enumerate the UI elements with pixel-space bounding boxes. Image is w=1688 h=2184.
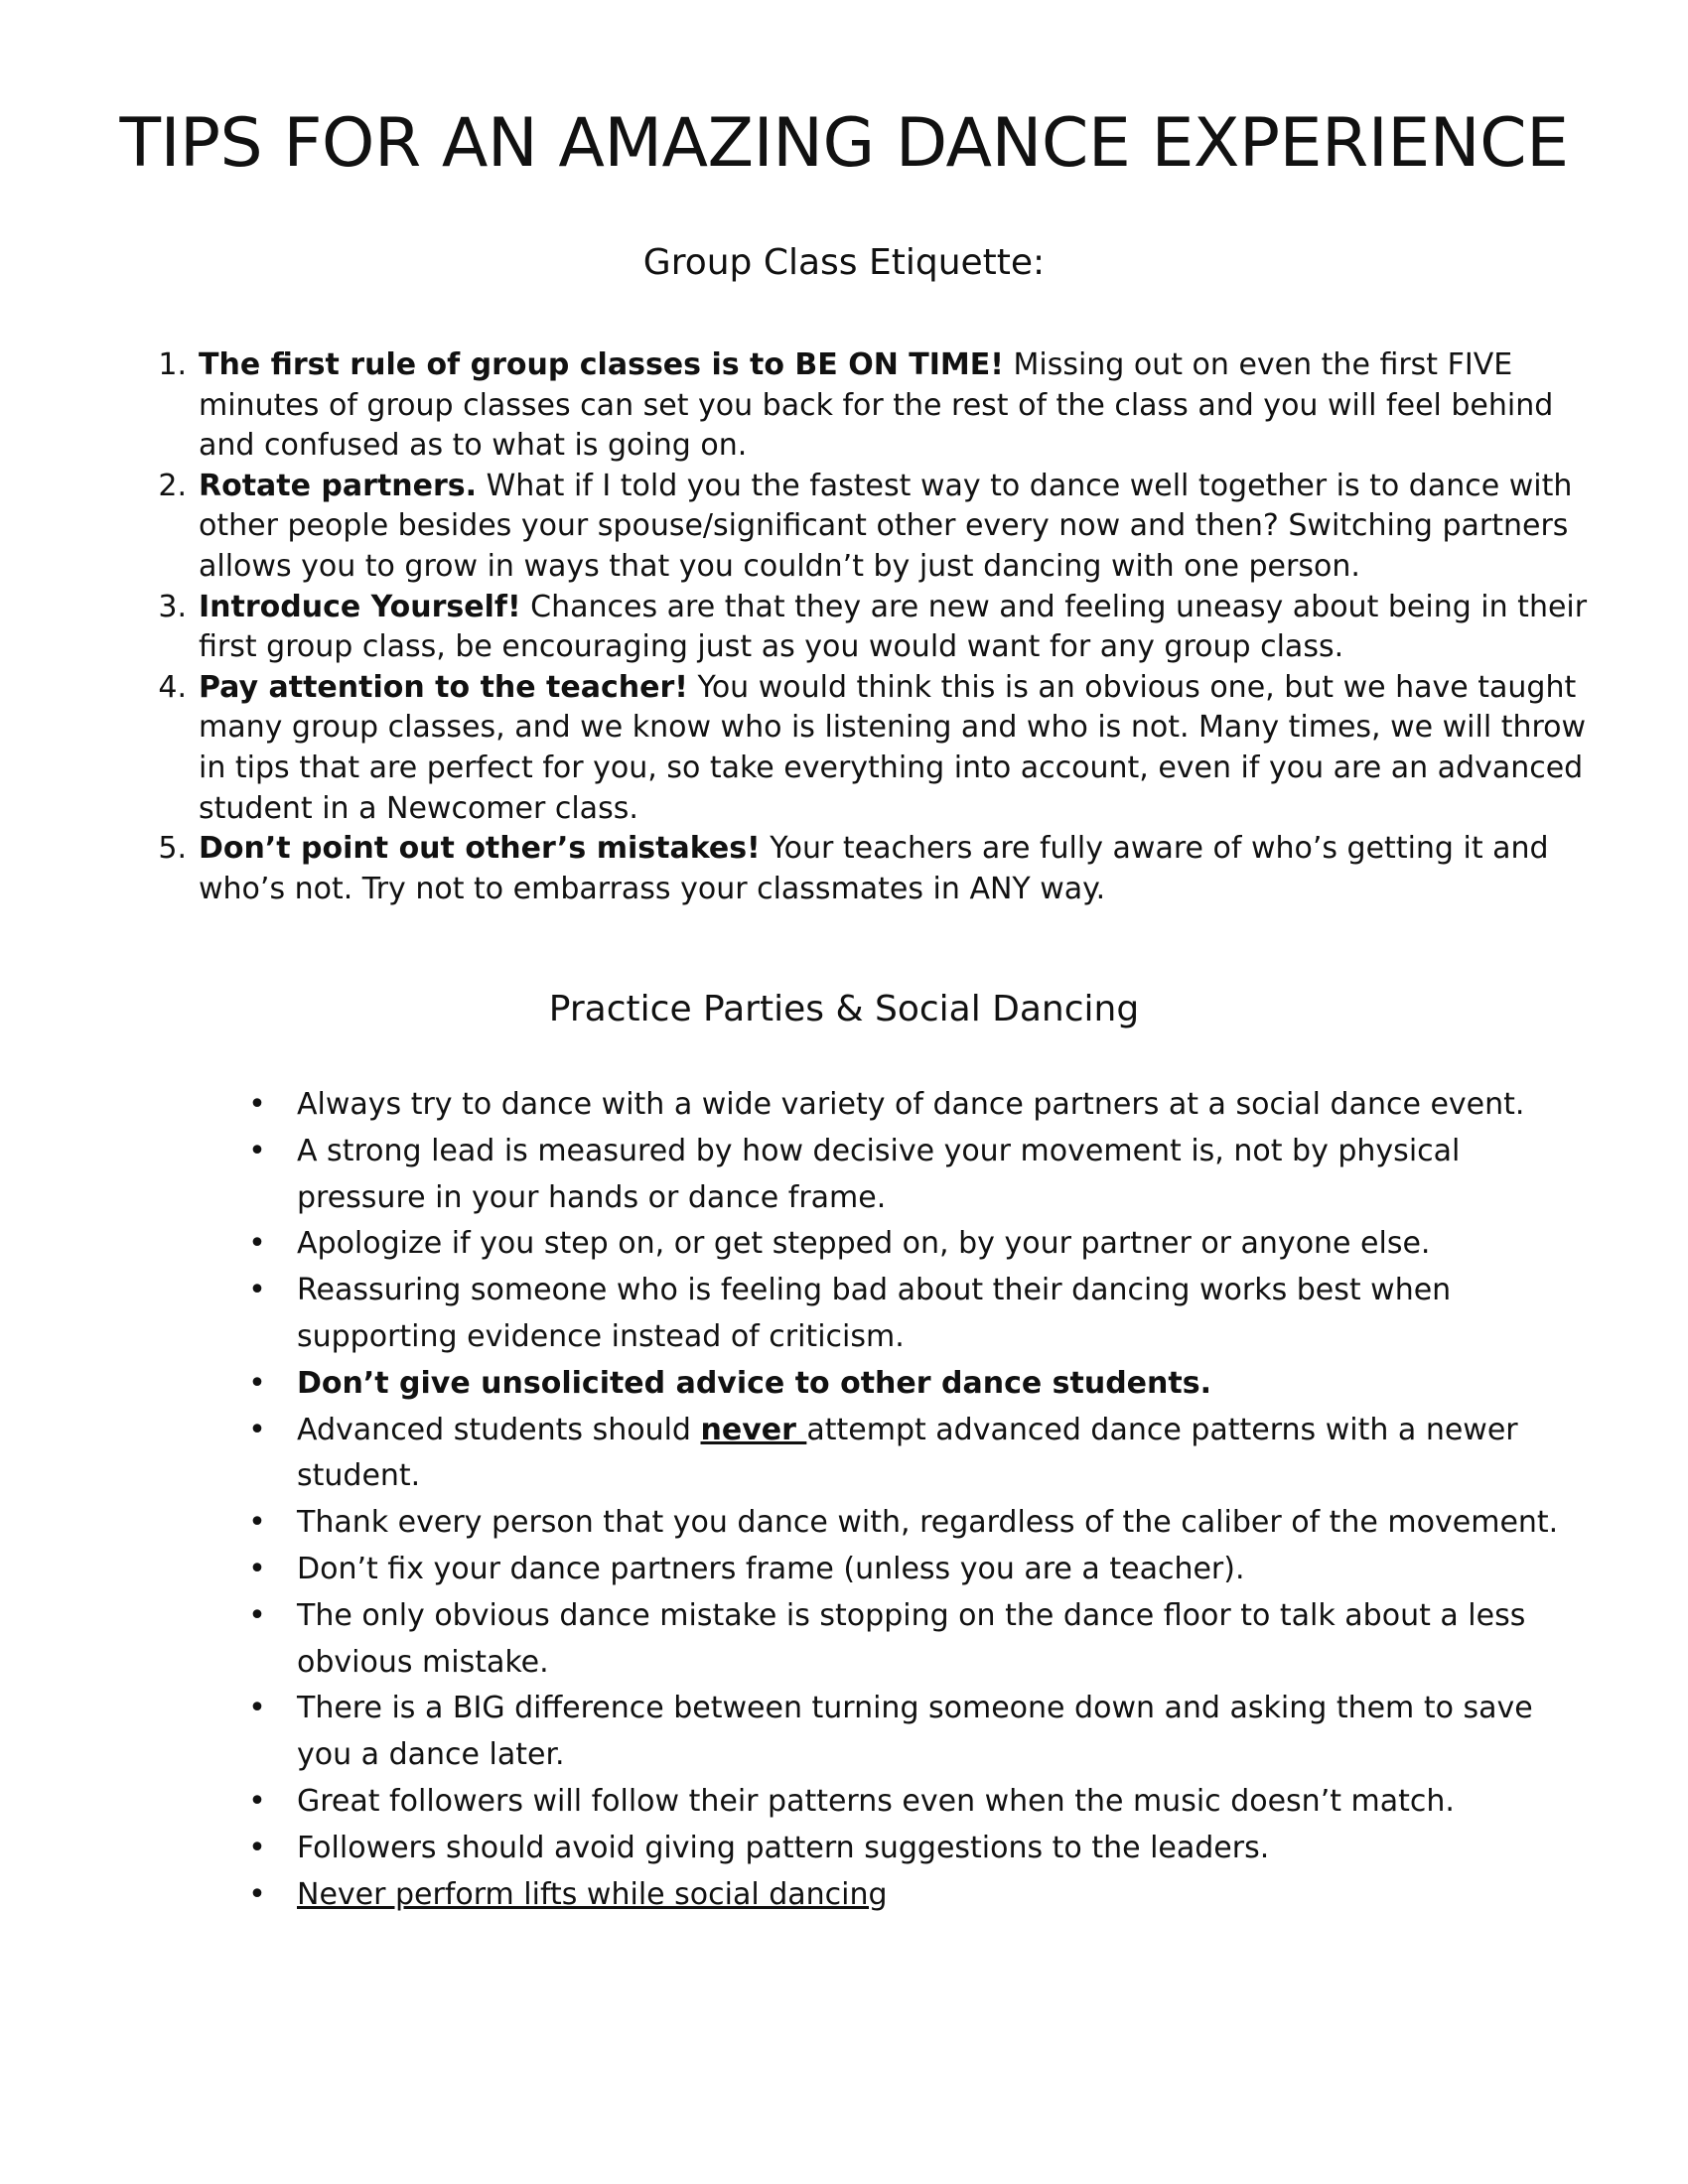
item-lead: Don’t point out other’s mistakes! bbox=[199, 831, 761, 867]
tip-text: Don’t fix your dance partners frame (unless you are a teacher). bbox=[297, 1551, 1245, 1586]
tip-item bbox=[248, 1500, 1588, 1547]
bullet-icon: • bbox=[248, 1505, 266, 1541]
page-title: TIPS FOR AN AMAZING DANCE EXPERIENCE bbox=[119, 104, 1569, 183]
item-lead: Pay attention to the teacher! bbox=[199, 669, 688, 705]
item-number: 3. bbox=[158, 589, 187, 624]
tip-text-bold: Don’t give unsolicited advice to other dance students. bbox=[297, 1365, 1211, 1401]
bullet-icon: • bbox=[248, 1133, 266, 1168]
tip-item bbox=[248, 1547, 1588, 1593]
practice-parties-list bbox=[248, 1082, 1588, 1918]
tip-item bbox=[248, 1361, 1588, 1408]
tip-item bbox=[248, 1221, 1588, 1268]
etiquette-item bbox=[158, 668, 1589, 829]
etiquette-item bbox=[158, 829, 1589, 909]
tip-text: Reassuring someone who is feeling bad about their dancing works best when supporting evidence instead of criticism. bbox=[297, 1273, 1452, 1354]
tip-item bbox=[248, 1872, 1588, 1919]
bullet-icon: • bbox=[248, 1691, 266, 1726]
tip-item bbox=[248, 1826, 1588, 1872]
item-number: 5. bbox=[158, 831, 187, 867]
tip-item bbox=[248, 1686, 1588, 1779]
bullet-icon: • bbox=[248, 1087, 266, 1122]
item-number: 4. bbox=[158, 669, 187, 705]
bullet-icon: • bbox=[248, 1226, 266, 1262]
tip-text: Always try to dance with a wide variety of dance partners at a social dance event. bbox=[297, 1087, 1525, 1122]
tip-text: Apologize if you step on, or get stepped on, by your partner or anyone else. bbox=[297, 1226, 1431, 1262]
item-lead: Rotate partners. bbox=[199, 468, 478, 503]
tip-text: A strong lead is measured by how decisive your movement is, not by physical pressure in your hands or dance frame. bbox=[297, 1133, 1461, 1215]
bullet-icon: • bbox=[248, 1412, 266, 1447]
bullet-icon: • bbox=[248, 1783, 266, 1819]
item-lead: The first rule of group classes is to BE ON TIME! bbox=[199, 347, 1004, 382]
practice-parties-heading: Practice Parties & Social Dancing bbox=[548, 989, 1140, 1029]
item-number: 1. bbox=[158, 347, 187, 382]
tip-item bbox=[248, 1082, 1588, 1129]
item-number: 2. bbox=[158, 468, 187, 503]
tip-item bbox=[248, 1408, 1588, 1501]
tip-text: Thank every person that you dance with, regardless of the caliber of the movement. bbox=[297, 1505, 1559, 1541]
item-text: Chances are that they are new and feeling uneasy about being in their first group class, be encouraging just as you would want for any group class. bbox=[199, 589, 1588, 665]
bullet-icon: • bbox=[248, 1365, 266, 1401]
group-class-heading: Group Class Etiquette: bbox=[642, 242, 1046, 283]
tip-item bbox=[248, 1129, 1588, 1222]
item-text: You would think this is an obvious one, but we have taught many group classes, and we know who is listening and who is not. Many times, we will throw in tips that are perfect for you, so take everything into account, even if you are an advanced student in a Newcomer class. bbox=[199, 669, 1587, 826]
tip-text: Advanced students should bbox=[297, 1412, 701, 1447]
bullet-icon: • bbox=[248, 1876, 266, 1912]
bullet-icon: • bbox=[248, 1597, 266, 1633]
tip-text: attempt advanced dance patterns with a newer student. bbox=[297, 1412, 1518, 1494]
tip-item bbox=[248, 1593, 1588, 1687]
item-text: What if I told you the fastest way to dance well together is to dance with other people besides your spouse/significant other every now and then? Switching partners allows you to grow in ways that you couldn’t by just dancing with one person. bbox=[199, 468, 1573, 584]
etiquette-item bbox=[158, 345, 1589, 467]
tip-text: The only obvious dance mistake is stopping on the dance floor to talk about a less obvious mistake. bbox=[297, 1597, 1526, 1680]
bullet-icon: • bbox=[248, 1273, 266, 1308]
tip-text-underlined: Never perform lifts while social dancing bbox=[297, 1876, 888, 1912]
group-class-etiquette-list bbox=[158, 345, 1589, 909]
bullet-icon: • bbox=[248, 1830, 266, 1865]
etiquette-item bbox=[158, 588, 1589, 668]
bullet-icon: • bbox=[248, 1551, 266, 1586]
item-lead: Introduce Yourself! bbox=[199, 589, 521, 624]
tip-text: Great followers will follow their patterns even when the music doesn’t match. bbox=[297, 1783, 1455, 1819]
tip-emphasis: never bbox=[700, 1412, 807, 1447]
item-text: Your teachers are fully aware of who’s getting it and who’s not. Try not to embarrass your classmates in ANY way. bbox=[199, 831, 1549, 906]
etiquette-item bbox=[158, 467, 1589, 588]
tip-item bbox=[248, 1779, 1588, 1826]
tip-text: Followers should avoid giving pattern suggestions to the leaders. bbox=[297, 1830, 1270, 1865]
item-text: Missing out on even the first FIVE minutes of group classes can set you back for the rest of the class and you will feel behind and confused as to what is going on. bbox=[199, 347, 1554, 464]
tip-text: There is a BIG difference between turning someone down and asking them to save you a dance later. bbox=[297, 1691, 1533, 1773]
tip-item bbox=[248, 1268, 1588, 1361]
